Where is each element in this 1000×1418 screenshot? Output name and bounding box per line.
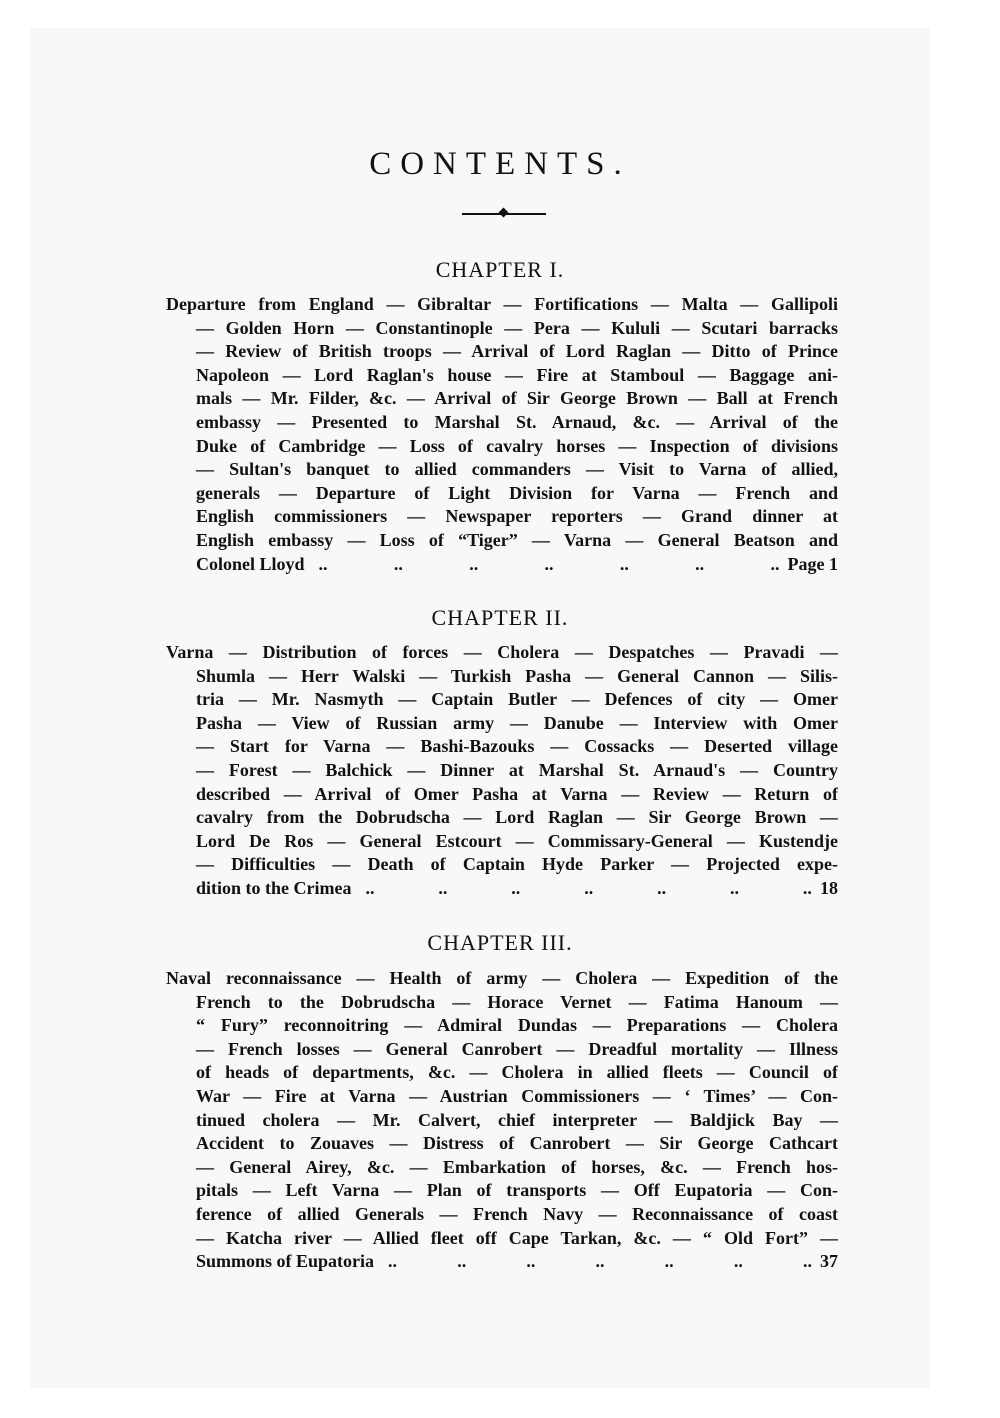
synopsis-line: ference of allied Generals — French Navy — Reconnaissance of coast bbox=[196, 1203, 838, 1224]
synopsis-line: Accident to Zouaves — Distress of Canrobert — Sir George Cathcart bbox=[196, 1133, 838, 1154]
dot-leader: .. .. .. .. .. .. .. bbox=[318, 553, 780, 574]
synopsis-line: Pasha — View of Russian army — Danube — Interview with Omer bbox=[196, 712, 838, 733]
synopsis-line: — Golden Horn — Constantinople — Pera — Kululi — Scutari barracks bbox=[196, 317, 838, 338]
synopsis-line: — Sultan's banquet to allied commanders — Visit to Varna of allied, bbox=[196, 459, 838, 480]
synopsis-line: Duke of Cambridge — Loss of cavalry horses — Inspection of divisions bbox=[196, 435, 838, 456]
synopsis-line: — French losses — General Canrobert — Dreadful mortality — Illness bbox=[196, 1038, 838, 1059]
synopsis-line: generals — Departure of Light Division for Varna — French and bbox=[196, 482, 838, 503]
chapter-3-synopsis bbox=[166, 967, 838, 1274]
synopsis-line: English commissioners — Newspaper reporters — Grand dinner at bbox=[196, 506, 838, 527]
chapter-1-heading: CHAPTER I. bbox=[435, 257, 565, 282]
last-line-text: Summons of Eupatoria bbox=[196, 1251, 375, 1272]
synopsis-line: Varna — Distribution of forces — Cholera — Despatches — Pravadi — bbox=[166, 642, 838, 662]
synopsis-line: English embassy — Loss of “Tiger” — Varna — General Beatson and bbox=[196, 529, 838, 550]
page-reference: Page 1 bbox=[787, 553, 838, 574]
synopsis-line: Napoleon — Lord Raglan's house — Fire at Stamboul — Baggage ani- bbox=[196, 364, 838, 385]
synopsis-line: — General Airey, &c. — Embarkation of horses, &c. — French hos- bbox=[196, 1156, 838, 1177]
synopsis-line: cavalry from the Dobrudscha — Lord Raglan — Sir George Brown — bbox=[196, 807, 838, 828]
last-line-text: dition to the Crimea bbox=[196, 877, 352, 898]
synopsis-line: “ Fury” reconnoitring — Admiral Dundas — Preparations — Cholera bbox=[196, 1015, 838, 1036]
dot-leader: .. .. .. .. .. .. .. bbox=[388, 1251, 812, 1272]
synopsis-line: pitals — Left Varna — Plan of transports — Off Eupatoria — Con- bbox=[196, 1180, 838, 1201]
synopsis-line: embassy — Presented to Marshal St. Arnaud, &c. — Arrival of the bbox=[196, 411, 838, 432]
synopsis-line: of heads of departments, &c. — Cholera in allied fleets — Council of bbox=[196, 1062, 838, 1083]
synopsis-line: mals — Mr. Filder, &c. — Arrival of Sir George Brown — Ball at French bbox=[196, 388, 838, 409]
chapter-3-heading: CHAPTER III. bbox=[427, 930, 573, 955]
page-reference: 18 bbox=[820, 877, 838, 898]
synopsis-line: — Difficulties — Death of Captain Hyde Parker — Projected expe- bbox=[196, 854, 838, 875]
synopsis-line: Naval reconnaissance — Health of army — Cholera — Expedition of the bbox=[166, 968, 838, 988]
synopsis-line: Departure from England — Gibraltar — Fortifications — Malta — Gallipoli bbox=[166, 294, 838, 314]
synopsis-line: — Forest — Balchick — Dinner at Marshal St. Arnaud's — Country bbox=[196, 759, 838, 780]
synopsis-line: Shumla — Herr Walski — Turkish Pasha — General Cannon — Silis- bbox=[196, 665, 838, 686]
synopsis-line: — Review of British troops — Arrival of Lord Raglan — Ditto of Prince bbox=[196, 341, 838, 362]
synopsis-last-line bbox=[166, 877, 838, 901]
chapter-2-heading: CHAPTER II. bbox=[431, 605, 569, 630]
synopsis-line: tria — Mr. Nasmyth — Captain Butler — Defences of city — Omer bbox=[196, 689, 838, 710]
synopsis-line: — Start for Varna — Bashi-Bazouks — Cossacks — Deserted village bbox=[196, 736, 838, 757]
page-reference: 37 bbox=[820, 1251, 838, 1272]
dot-leader: .. .. .. .. .. .. .. bbox=[365, 877, 812, 898]
chapter-2-synopsis bbox=[166, 641, 838, 901]
synopsis-line: War — Fire at Varna — Austrian Commissioners — ‘ Times’ — Con- bbox=[196, 1085, 838, 1106]
synopsis-line: French to the Dobrudscha — Horace Vernet — Fatima Hanoum — bbox=[196, 991, 838, 1012]
synopsis-line: tinued cholera — Mr. Calvert, chief interpreter — Baldjick Bay — bbox=[196, 1109, 838, 1130]
synopsis-last-line bbox=[166, 553, 838, 577]
page-title: CONTENTS. bbox=[369, 146, 631, 182]
synopsis-line: Lord De Ros — General Estcourt — Commissary-General — Kustendje bbox=[196, 830, 838, 851]
synopsis-line: — Katcha river — Allied fleet off Cape Tarkan, &c. — “ Old Fort” — bbox=[196, 1227, 838, 1248]
synopsis-line: described — Arrival of Omer Pasha at Varna — Review — Return of bbox=[196, 783, 838, 804]
chapter-1-synopsis bbox=[166, 293, 838, 576]
synopsis-last-line bbox=[166, 1250, 838, 1274]
last-line-text: Colonel Lloyd bbox=[196, 553, 305, 574]
